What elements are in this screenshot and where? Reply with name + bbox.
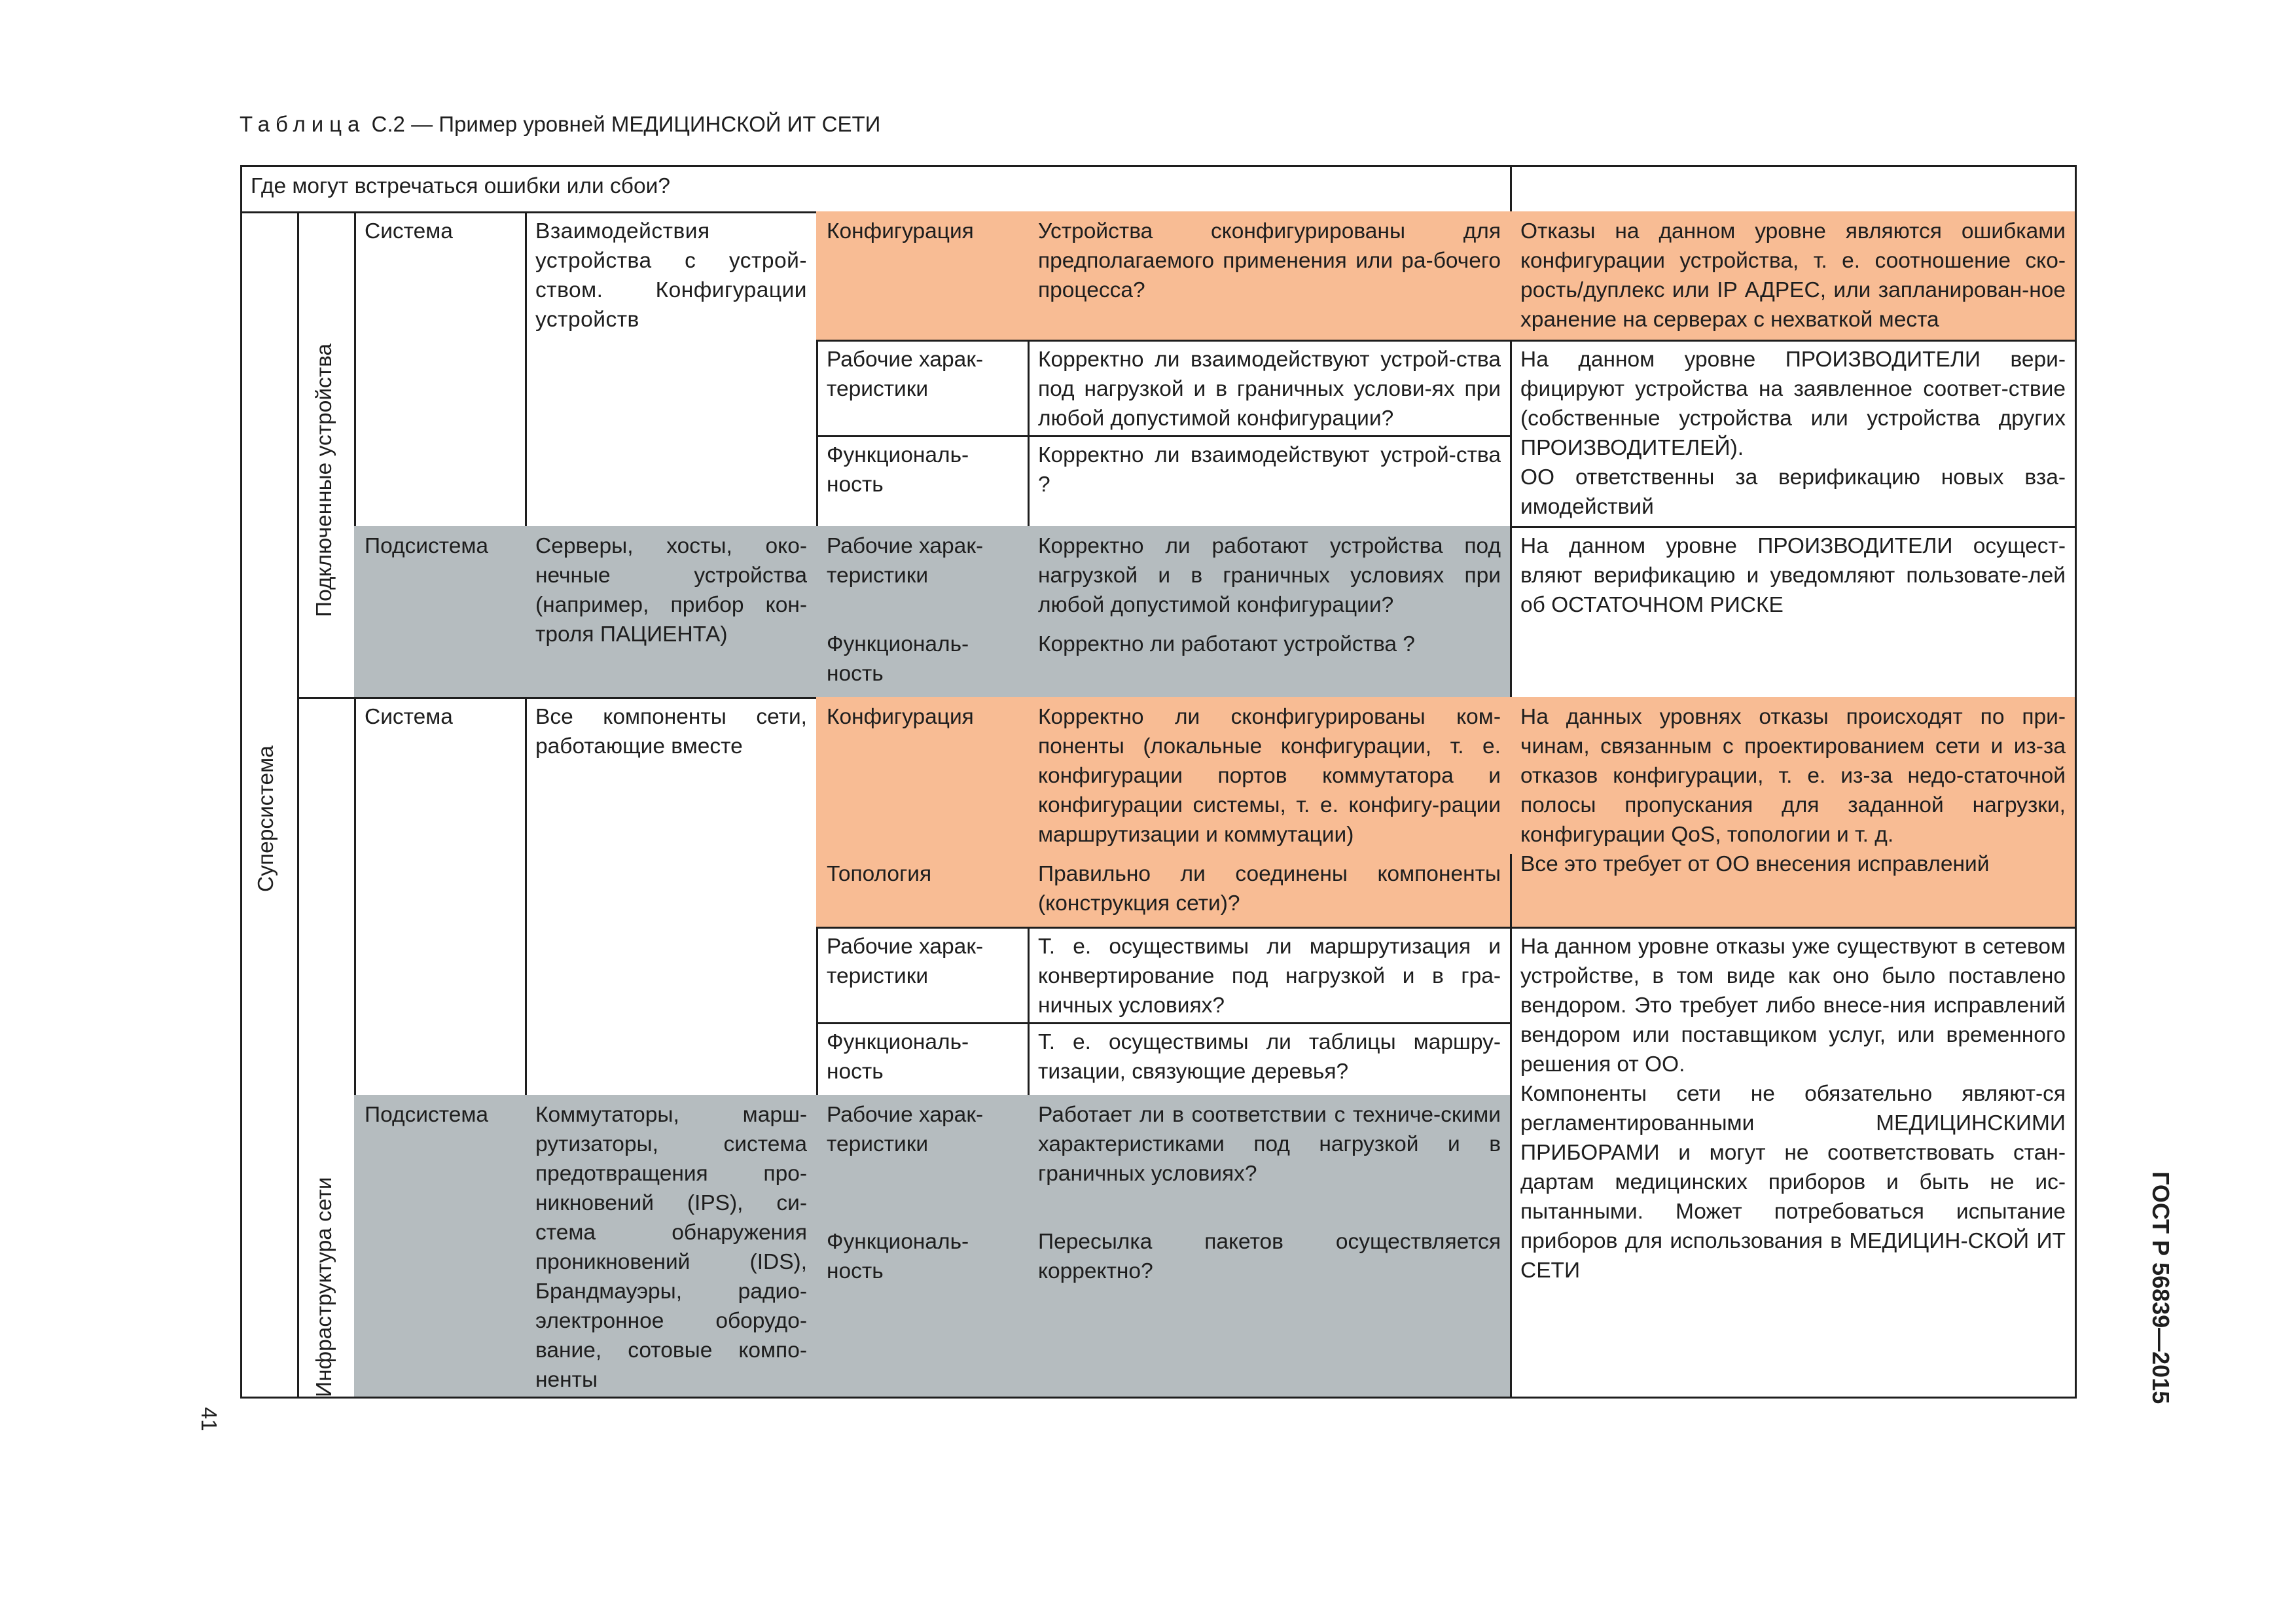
connected-devices-cell [297, 211, 356, 699]
g1-system-row3-aspect [816, 435, 1030, 528]
supersystem-cell [240, 211, 299, 1399]
g2-subsystem-row2-aspect [816, 1222, 1030, 1399]
table-header-right [1510, 165, 2077, 213]
aspect-text: Рабочие харак-теристики [827, 534, 984, 588]
aspect-text: Функциональ-ность [827, 1030, 969, 1084]
g1-system-text: Система [365, 219, 453, 243]
comment-text: На данном уровне ПРОИЗВОДИТЕЛИ осущест-вляют верификацию и уведомляют пользовате-лей об ОСТАТОЧНОМ РИСКЕ [1520, 534, 2066, 617]
g2-system-row2-aspect [816, 854, 1030, 929]
connected-devices-label: Подключенные устройства [312, 343, 336, 617]
question-text: Корректно ли взаимодействуют устрой-ства ? [1038, 443, 1501, 497]
g2-system-desc-text: Все компоненты сети, работающие вместе [535, 705, 807, 758]
comment-text: Отказы на данном уровне являются ошибками конфигурации устройства, т. е. соотношение ско-рость/дуплекс или IP АДРЕС, или запланирован-ное хранение на серверах с нехваткой места [1520, 219, 2066, 332]
g1-system-row1-aspect [816, 211, 1030, 342]
standard-designation: ГОСТ Р 56839—2015 [2147, 1171, 2174, 1404]
header-text: Где могут встречаться ошибки или сбои? [251, 174, 670, 198]
question-text: Пересылка пакетов осуществляется корректно? [1038, 1230, 1501, 1283]
g2-system-row3-question [1028, 927, 1512, 1024]
g2-system-label [354, 697, 527, 1097]
aspect-text: Функциональ-ность [827, 1230, 969, 1283]
g2-system-row1-question [1028, 697, 1512, 856]
network-infrastructure-label: Инфраструктура сети [312, 1177, 336, 1397]
comment-text-2: Все это требует от ОО внесения исправлений [1520, 852, 1990, 876]
g2-subsystem-label [354, 1095, 527, 1399]
g1-subsystem-desc-text: Серверы, хосты, око-нечные устройства (например, прибор кон-троля ПАЦИЕНТА) [535, 534, 807, 647]
aspect-text: Функциональ-ность [827, 443, 969, 497]
g2-system-row2-question [1028, 854, 1512, 929]
caption-prefix: Таблица [240, 112, 366, 136]
g1-subsystem-row1-question [1028, 526, 1512, 626]
g1-system-desc-text: Взаимодействия устройства с устрой-ством. Конфигурации устройств [535, 219, 807, 332]
question-text: Устройства сконфигурированы для предполагаемого применения или ра-бочего процесса? [1038, 219, 1501, 302]
g1-subsystem-text: Подсистема [365, 534, 488, 558]
g1-subsystem-row2-question [1028, 624, 1512, 699]
g2-subsystem-row2-question [1028, 1222, 1512, 1399]
question-text: Корректно ли сконфигурированы ком-поненты (локальные конфигурации, т. е. конфигурации портов коммутатора и конфигурации системы, т. е. конфигу-рации маршрутизации и коммутации) [1038, 705, 1501, 847]
g2-subsystem-row1-question [1028, 1095, 1512, 1224]
question-text: Правильно ли соединены компоненты (конструкция сети)? [1038, 862, 1501, 916]
g1-system-row1-question [1028, 211, 1512, 342]
g2-system-config-comment [1510, 697, 2077, 929]
g1-subsystem-row1-aspect [816, 526, 1030, 626]
aspect-text: Рабочие харак-теристики [827, 348, 984, 401]
g1-system-description [525, 211, 818, 528]
network-infrastructure-cell [297, 697, 356, 1399]
g2-system-row1-aspect [816, 697, 1030, 856]
comment-text-2: Компоненты сети не обязательно являют-ся регламентированными МЕДИЦИНСКИМИ ПРИБОРАМИ и могут не соответствовать стан-дартам медицинских приборов и быть не ис-пытанными. Может потребоваться испытание приборов для использования в МЕДИЦИН-СКОЙ ИТ СЕТИ [1520, 1082, 2066, 1283]
g2-system-row4-aspect [816, 1022, 1030, 1097]
g2-system-row4-question [1028, 1022, 1512, 1097]
aspect-text: Топология [827, 862, 932, 886]
g1-subsystem-comment [1510, 526, 2077, 699]
g1-system-row2-question [1028, 340, 1512, 437]
g2-subsystem-text: Подсистема [365, 1103, 488, 1127]
comment-text: На данных уровнях отказы происходят по при-чинам, связанным с проектированием сети и из-за отказов конфигурации, т. е. из-за недо-статочной полосы пропускания для заданной нагрузки, конфигурации QoS, топологии и т. д. [1520, 705, 2066, 847]
comment-text-2: ОО ответственны за верификацию новых вза-имодействий [1520, 465, 2066, 519]
caption-title: С.2 — Пример уровней МЕДИЦИНСКОЙ ИТ СЕТИ [365, 112, 881, 136]
g1-system-config-comment [1510, 211, 2077, 342]
g2-system-text: Система [365, 705, 453, 729]
g2-system-description [525, 697, 818, 1097]
question-text: Т. е. осуществимы ли таблицы маршру-тизации, связующие деревья? [1038, 1030, 1501, 1084]
aspect-text: Функциональ-ность [827, 632, 969, 686]
question-text: Корректно ли взаимодействуют устрой-ства под нагрузкой и в граничных услови-ях при любой допустимой конфигурации? [1038, 348, 1501, 431]
aspect-text: Рабочие харак-теристики [827, 935, 984, 988]
g2-subsystem-row1-aspect [816, 1095, 1030, 1224]
g2-subsystem-description [525, 1095, 818, 1399]
aspect-text: Рабочие харак-теристики [827, 1103, 984, 1156]
comment-text: На данном уровне ПРОИЗВОДИТЕЛИ вери-фицируют устройства на заявленное соответ-ствие (собственные устройства или устройства других ПРОИЗВОДИТЕЛЕЙ). [1520, 348, 2066, 460]
g1-subsystem-label [354, 526, 527, 699]
g1-system-row2-aspect [816, 340, 1030, 437]
comment-text: На данном уровне отказы уже существуют в сетевом устройстве, в том виде как оно было поставлено вендором. Это требует либо внесе-ния исправлений вендором или поставщиком услуг, или временного решения от ОО. [1520, 935, 2066, 1077]
question-text: Работает ли в соответствии с техниче-скими характеристиками под нагрузкой и в граничных условиях? [1038, 1103, 1501, 1186]
question-text: Корректно ли работают устройства под нагрузкой и в граничных условиях при любой допустимой конфигурации? [1038, 534, 1501, 617]
question-text: Корректно ли работают устройства ? [1038, 632, 1415, 656]
g2-system-row3-aspect [816, 927, 1030, 1024]
supersystem-label: Суперсистема [254, 745, 278, 892]
aspect-text: Конфигурация [827, 219, 974, 243]
page-number: 41 [197, 1407, 221, 1431]
table-caption [240, 111, 880, 137]
question-text: Т. е. осуществимы ли маршрутизация и конвертирование под нагрузкой и в гра-ничных условиях? [1038, 935, 1501, 1018]
g1-system-perf-comment [1510, 340, 2077, 528]
g1-system-row3-question [1028, 435, 1512, 528]
g1-subsystem-description [525, 526, 818, 699]
g1-subsystem-row2-aspect [816, 624, 1030, 699]
g2-shared-comment [1510, 927, 2077, 1399]
g2-subsystem-desc-text: Коммутаторы, марш-рутизаторы, система предотвращения про-никновений (IPS), си-стема обнаружения проникновений (IDS), Брандмауэры, радио-электронное оборудо-вание, сотовые компо-ненты [535, 1103, 807, 1392]
aspect-text: Конфигурация [827, 705, 974, 729]
g1-system-label [354, 211, 527, 528]
table-header [240, 165, 1512, 213]
